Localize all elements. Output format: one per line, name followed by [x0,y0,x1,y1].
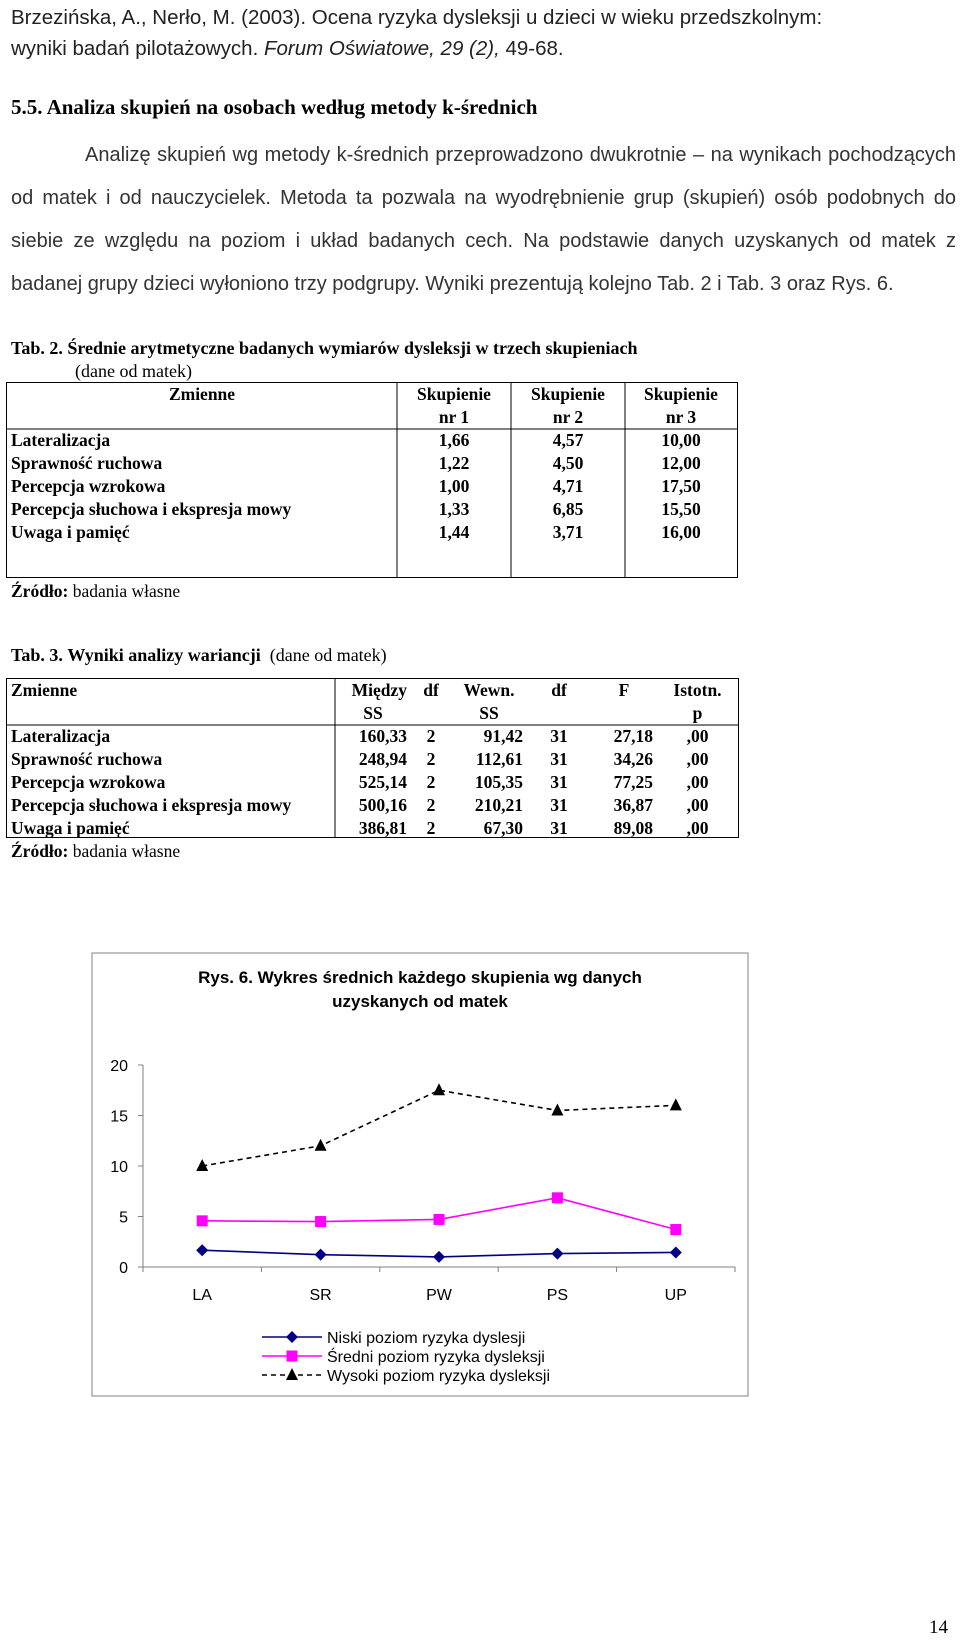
section-heading: 5.5. Analiza skupień na osobach według metody k-średnich [11,95,538,119]
cell: 91,42 [483,726,523,746]
cell: 1,22 [438,453,470,473]
chart-title-line-2: uzyskanych od matek [332,992,508,1011]
x-tick-label: SR [309,1287,332,1304]
tab3-header-cell: Zmienne [11,680,78,700]
cell: 34,26 [613,749,653,769]
chart-title-line-1: Rys. 6. Wykres średnich każdego skupienia wg danych [198,968,642,987]
tab3-source-text: badania własne [68,841,181,861]
legend-marker-square [287,1351,298,1362]
x-tick-label: PS [546,1287,569,1304]
tab2-header-cell: Skupienie nr 1 [417,384,491,427]
tab2-subtitle: (dane od matek) [75,361,192,381]
tab3-header-cell: F [618,680,630,700]
y-tick-label: 0 [119,1260,128,1277]
paragraph-sentence-1: Analizę skupień wg metody k-średnich przeprowadzono dwukrotnie – na wynikach pochodzących od matek i od nauczycielek. [11,144,956,209]
cell: 2 [426,818,436,838]
cell: 6,85 [552,499,584,519]
row-label: Percepcja słuchowa i ekspresja mowy [11,499,292,519]
row-label: Uwaga i pamięć [11,818,130,838]
row-label: Percepcja wzrokowa [11,476,166,496]
reference-line-1: Brzezińska, A., Nerło, M. (2003). Ocena ryzyka dysleksji u dzieci w wieku przedszkolnym: [11,6,823,29]
cell: 2 [426,795,436,815]
tab3-header-cell: Wewn. SS [463,680,515,723]
tab3-subtitle: (dane od matek) [269,645,387,665]
cell: 67,30 [483,818,523,838]
cell: 248,94 [358,749,407,769]
cell: 31 [550,795,568,815]
cell: 2 [426,749,436,769]
reference-pages: 49-68. [499,37,564,60]
tab3-header-cell: Istotn. p [673,680,722,723]
x-tick-label: LA [192,1287,212,1304]
cell: 105,35 [474,772,523,792]
legend-label: Niski poziom ryzyka dyslesji [327,1330,526,1347]
data-point-square [670,1224,681,1235]
legend-label: Wysoki poziom ryzyka dysleksji [327,1368,551,1385]
tab3-header-cell: Między SS [351,680,407,723]
row-label: Sprawność ruchowa [11,749,163,769]
cell: ,00 [686,772,709,792]
x-tick-label: PW [426,1287,452,1304]
tab2-header-cell: Zmienne [168,384,236,404]
cell: 31 [550,772,568,792]
cell: 4,50 [552,453,584,473]
x-tick-label: UP [664,1287,687,1304]
row-label: Lateralizacja [11,430,111,450]
cell: 17,50 [661,476,701,496]
y-tick-label: 10 [110,1159,128,1176]
cell: ,00 [686,818,709,838]
row-label: Percepcja słuchowa i ekspresja mowy [11,795,292,815]
tab2-label: Tab. 2. [11,338,63,358]
data-point-square [315,1216,326,1227]
cell: 1,66 [438,430,470,450]
data-point-square [552,1192,563,1203]
row-label: Uwaga i pamięć [11,522,130,542]
cell: 2 [426,726,436,746]
cell: 112,61 [475,749,523,769]
data-point-square [434,1214,445,1225]
cell: 4,57 [552,430,584,450]
tab2-header-cell: Skupienie nr 3 [644,384,718,427]
cell: 160,33 [358,726,407,746]
tab2-source-label: Źródło: [11,581,69,601]
tab2-header-cell: Skupienie nr 2 [531,384,605,427]
row-label: Lateralizacja [11,726,111,746]
cell: 1,44 [438,522,470,542]
legend-label: Średni poziom ryzyka dysleksji [327,1349,545,1366]
cell: 1,00 [438,476,470,496]
tab3-source-label: Źródło: [11,841,69,861]
tab2-source-text: badania własne [68,581,181,601]
reference-journal: Forum Oświatowe, 29 (2), [263,37,500,60]
row-label: Sprawność ruchowa [11,453,163,473]
cell: 4,71 [552,476,584,496]
cell: ,00 [686,749,709,769]
cell: 525,14 [358,772,407,792]
cell: 1,33 [438,499,470,519]
data-point-square [197,1215,208,1226]
cell: 31 [550,726,568,746]
cell: 386,81 [358,818,407,838]
cell: 10,00 [661,430,701,450]
cell: 210,21 [474,795,523,815]
paragraph-sentence-2: Metoda ta pozwala na wyodrębnienie grup (skupień) osób podobnych do siebie ze względu na poziom i układ badanych cech. Na podstawie danych uzyskanych od matek z badanej grupy dzieci wyłoniono trzy podgrupy. Wyniki prezentują kolejno Tab. 2 i Tab. 3 oraz Rys. 6. [11,187,956,295]
cell: 500,16 [358,795,407,815]
y-tick-label: 5 [119,1209,128,1227]
tab3-label: Tab. 3. [11,645,63,665]
cell: 31 [550,749,568,769]
tab3-title: Wyniki analizy wariancji [67,645,261,665]
cell: 2 [426,772,436,792]
tab3-header-cell: df [551,680,567,700]
page-number: 14 [929,1617,948,1638]
tab3-header-cell: df [423,680,439,700]
tab2-title: Średnie arytmetyczne badanych wymiarów dysleksji w trzech skupieniach [67,338,638,358]
reference-title-end: wyniki badań pilotażowych. [11,37,264,60]
row-label: Percepcja wzrokowa [11,772,166,792]
cell: 27,18 [613,726,653,746]
cell: 89,08 [613,818,653,838]
cell: 31 [550,818,568,838]
cell: 16,00 [661,522,701,542]
cell: 77,25 [613,772,653,792]
cell: 36,87 [613,795,653,815]
cell: ,00 [686,726,709,746]
cell: 3,71 [552,522,584,542]
y-tick-label: 20 [110,1058,128,1075]
cell: 12,00 [661,453,701,473]
cell: ,00 [686,795,709,815]
y-tick-label: 15 [110,1108,128,1126]
cell: 15,50 [661,499,701,519]
